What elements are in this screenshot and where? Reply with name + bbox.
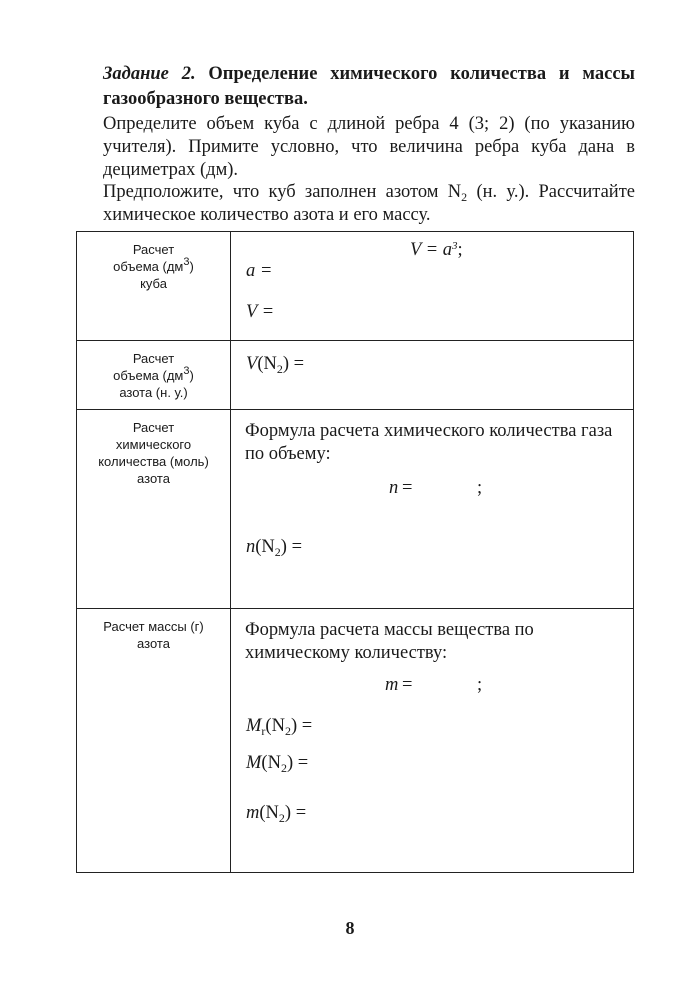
page-number: 8 bbox=[345, 918, 355, 938]
amount-formula-variable: n bbox=[389, 478, 399, 498]
nitrogen-amount-line bbox=[246, 537, 302, 558]
formula-text: ) = bbox=[284, 803, 307, 823]
label-line bbox=[77, 258, 230, 275]
label-text: ) bbox=[189, 368, 194, 383]
variable: M bbox=[246, 753, 262, 773]
mass-formula-variable: m bbox=[385, 675, 399, 695]
formula-semicolon: ; bbox=[457, 240, 463, 260]
mass-formula-semicolon: ; bbox=[477, 675, 483, 695]
variable: m bbox=[246, 803, 260, 823]
variable: V bbox=[246, 354, 258, 374]
label-text: объема (дм bbox=[113, 368, 184, 383]
instruction-paragraph-1: Определите объем куба с длиной ребра 4 (3; 2) (по указанию учителя). Примите условно, что величина ребра куба дана в дециметрах (дм). bbox=[103, 114, 635, 180]
label-text: объема (дм bbox=[113, 259, 184, 274]
nitrogen-volume-line bbox=[246, 354, 304, 375]
relative-molecular-mass-line bbox=[246, 716, 312, 737]
paragraph2-subscript: 2 bbox=[461, 190, 468, 204]
subscript: 2 bbox=[274, 545, 281, 559]
variable: M bbox=[246, 716, 262, 736]
answer-cell-mass[interactable] bbox=[231, 609, 634, 873]
amount-formula-semicolon: ; bbox=[477, 478, 483, 498]
label-line: химического bbox=[115, 437, 192, 452]
molar-mass-line bbox=[246, 753, 308, 774]
formula-text: (N bbox=[261, 753, 281, 773]
subscript: 2 bbox=[280, 761, 287, 775]
cube-volume-formula bbox=[410, 240, 463, 261]
row-label-mass bbox=[77, 609, 231, 873]
edge-length-line: a = bbox=[246, 261, 273, 281]
answer-cell-nitrogen-volume[interactable] bbox=[231, 341, 634, 410]
amount-formula-heading: Формула расчета химического количества газа по объему: bbox=[245, 421, 613, 464]
label-line: Расчет массы (г) bbox=[103, 619, 204, 634]
formula-text: ) = bbox=[286, 753, 309, 773]
label-line: азота bbox=[137, 636, 170, 651]
task-title bbox=[103, 62, 635, 112]
label-line: количества (моль) bbox=[98, 454, 209, 469]
task-label: Задание 2. bbox=[103, 64, 196, 84]
mass-formula-heading: Формула расчета массы вещества по химическому количеству: bbox=[245, 620, 534, 663]
row-label-nitrogen-volume bbox=[77, 341, 231, 410]
amount-formula-equals: = bbox=[402, 478, 413, 498]
row-label-cube-volume bbox=[77, 232, 231, 341]
formula-superscript: 3 bbox=[451, 240, 458, 252]
paragraph2-text-before: Предположите, что куб заполнен азотом N bbox=[103, 182, 462, 202]
label-line: Расчет bbox=[132, 242, 175, 257]
subscript: 2 bbox=[276, 362, 283, 376]
label-line bbox=[77, 367, 230, 384]
label-superscript: 3 bbox=[183, 365, 190, 377]
formula-text: (N bbox=[255, 537, 275, 557]
calculation-table bbox=[76, 231, 634, 873]
subscript: r bbox=[261, 724, 266, 738]
formula-text: ) = bbox=[282, 354, 305, 374]
volume-line: V = bbox=[246, 302, 275, 322]
formula-text: ) = bbox=[280, 537, 303, 557]
formula-text: ) = bbox=[290, 716, 313, 736]
label-line: азота (н. у.) bbox=[119, 385, 188, 400]
task-title-text: Определение химического количества и массы газообразного вещества. bbox=[103, 64, 635, 109]
label-line: Расчет bbox=[132, 351, 175, 366]
row-label-amount bbox=[77, 410, 231, 609]
answer-cell-amount[interactable] bbox=[231, 410, 634, 609]
formula-text: (N bbox=[257, 354, 277, 374]
formula-text: V = a bbox=[410, 240, 452, 260]
paragraph2-text-after: (н. у.). Рассчитайте химическое количество азота и его массу. bbox=[103, 182, 635, 225]
answer-cell-cube-volume[interactable] bbox=[231, 232, 634, 341]
subscript: 2 bbox=[278, 811, 285, 825]
label-line: Расчет bbox=[132, 420, 175, 435]
formula-text: (N bbox=[265, 716, 285, 736]
instruction-paragraph-2 bbox=[103, 181, 635, 227]
table-row-nitrogen-volume bbox=[77, 341, 634, 410]
table-row-cube-volume bbox=[77, 232, 634, 341]
label-line: азота bbox=[137, 471, 170, 486]
variable: n bbox=[246, 537, 256, 557]
nitrogen-mass-line bbox=[246, 803, 306, 824]
table-row-amount bbox=[77, 410, 634, 609]
label-superscript: 3 bbox=[183, 256, 190, 268]
mass-formula-equals: = bbox=[402, 675, 413, 695]
label-line: куба bbox=[140, 276, 167, 291]
table-row-mass bbox=[77, 609, 634, 873]
subscript: 2 bbox=[284, 724, 291, 738]
label-text: ) bbox=[189, 259, 194, 274]
formula-text: (N bbox=[259, 803, 279, 823]
